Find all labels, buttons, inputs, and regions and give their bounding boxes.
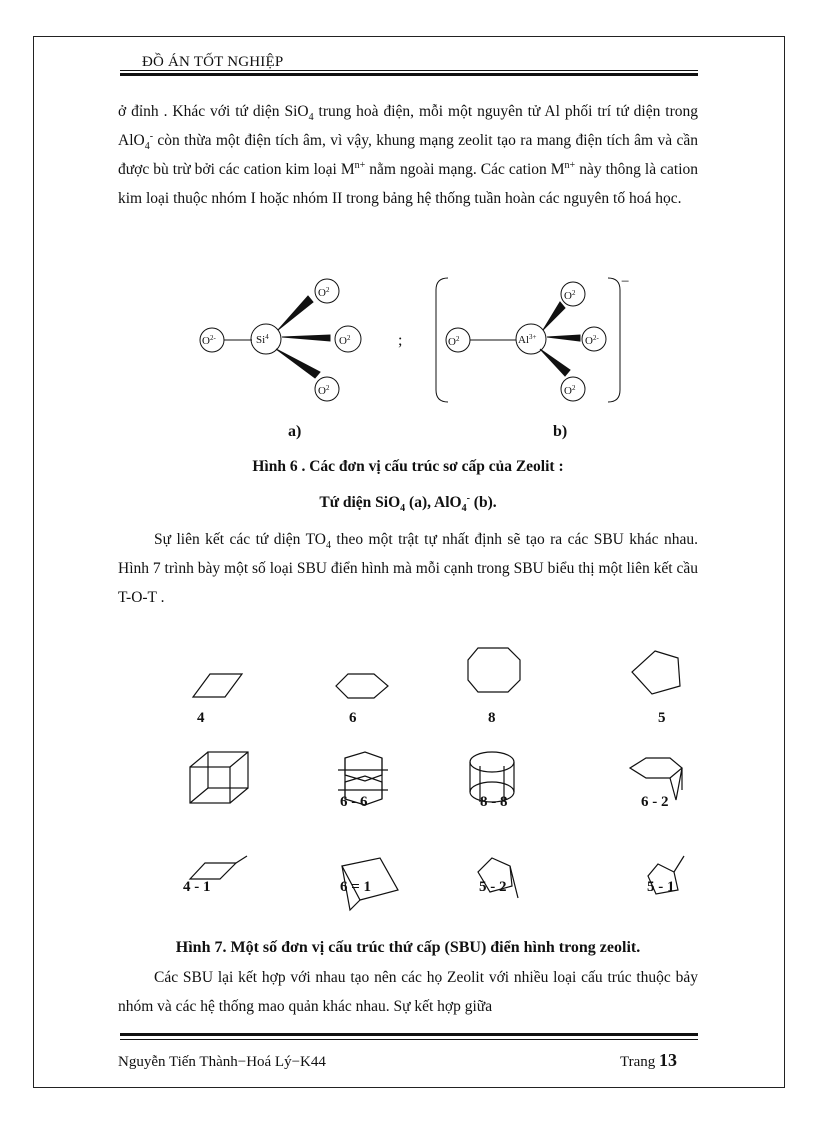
footer-author: Nguyễn Tiến Thành−Hoá Lý−K44 <box>118 1054 326 1070</box>
footer-page-number: 13 <box>659 1050 678 1070</box>
svg-text:O2-: $O^{2-}$ <box>585 334 599 347</box>
sbu-label-8: 8 <box>488 710 496 726</box>
sbu-label-5-2: 5 - 2 <box>479 879 507 895</box>
paragraph-3: Các SBU lại kết hợp với nhau tạo nên các họ Zeolit với nhiều loại cấu trúc thuộc bảy nhóm và các hệ thống mao quản khác nhau. Sự kết hợp giữa <box>118 969 698 1015</box>
footer-rule-thin <box>120 1039 698 1040</box>
sbu-label-5-1: 5 - 1 <box>647 879 675 895</box>
sbu-label-6-2: 6 - 2 <box>641 794 669 810</box>
svg-text:Si4: Si$^4$ <box>256 333 269 346</box>
sbu-label-5: 5 <box>658 710 666 726</box>
sbu-6-ring <box>336 674 388 698</box>
sbu-5-ring <box>632 651 680 694</box>
svg-text:O2: $O^2$ <box>339 334 351 347</box>
sbu-label-4: 4 <box>197 710 205 726</box>
figure-6b-label: b) <box>553 423 568 440</box>
paragraph-2: Sự liên kết các tứ diện $TO_4$ theo một trật tự nhất định sẽ tạo ra các SBU khác nhau. Hình 7 trình bày một số loại SBU điển hình mà mỗi cạnh trong SBU biểu thị một liên kết cầu T-O-T . <box>118 531 698 606</box>
sbu-8-ring <box>468 648 520 692</box>
svg-text:O2: $O^2$ <box>564 384 576 397</box>
svg-text:O2: $O^2$ <box>448 335 460 348</box>
footer-rule-thick <box>120 1033 698 1036</box>
sbu-label-8-8: 8 - 8 <box>480 794 508 810</box>
sbu-label-4-1: 4 - 1 <box>183 879 211 895</box>
sbu-cube-4-4 <box>190 752 248 803</box>
sbu-label-6: 6 <box>349 710 357 726</box>
footer-page <box>620 1050 677 1071</box>
sbu-labels <box>183 710 675 895</box>
figure-6-caption-line2: Tứ diện SiO$_4$ (a), AlO$_4$- (b). <box>319 492 497 515</box>
sbu-label-6-1: 6 = 1 <box>340 879 372 895</box>
svg-text:O2-: $O^{2-}$ <box>202 334 216 347</box>
figure-7-caption: Hình 7. Một số đơn vị cấu trúc thứ cấp (SBU) điển hình trong zeolit. <box>175 939 641 956</box>
figure-6-caption-line1: Hình 6 . Các đơn vị cấu trúc sơ cấp của Zeolit : <box>252 458 564 475</box>
svg-text:O2: $O^2$ <box>318 384 330 397</box>
figure-6a-label: a) <box>288 423 302 440</box>
svg-text:;: ; <box>398 332 403 349</box>
sbu-4-ring <box>193 674 242 697</box>
page-header-title: ĐỒ ÁN TỐT NGHIỆP <box>142 54 284 70</box>
sbu-4-1-ring <box>190 863 236 879</box>
svg-text:O2: $O^2$ <box>318 286 330 299</box>
svg-text:Al3+: $Al^{3+}$ <box>518 333 537 346</box>
sbu-6-2-ring <box>630 758 682 778</box>
sbu-label-6-6: 6 - 6 <box>340 794 368 810</box>
footer-page-label: Trang <box>620 1054 656 1070</box>
svg-text:O2: $O^2$ <box>564 289 576 302</box>
svg-text:−: − <box>621 274 630 290</box>
paragraph-1: ở đỉnh . Khác với tứ diện SiO$_4$ trung hoà điện, mỗi một nguyên tử Al phối trí tứ diện trong AlO$_4$- còn thừa một điện tích âm, vì vậy, khung mạng zeolit tạo ra mang điện tích âm và cần được bù trừ bởi các cation kim loại $M^{n+}$ nằm ngoài mạng. Các cation $M^{n+}$ này thông là cation kim loại thuộc nhóm I hoặc nhóm II trong bảng hệ thống tuần hoàn các nguyên tố hoá học. <box>118 103 698 207</box>
